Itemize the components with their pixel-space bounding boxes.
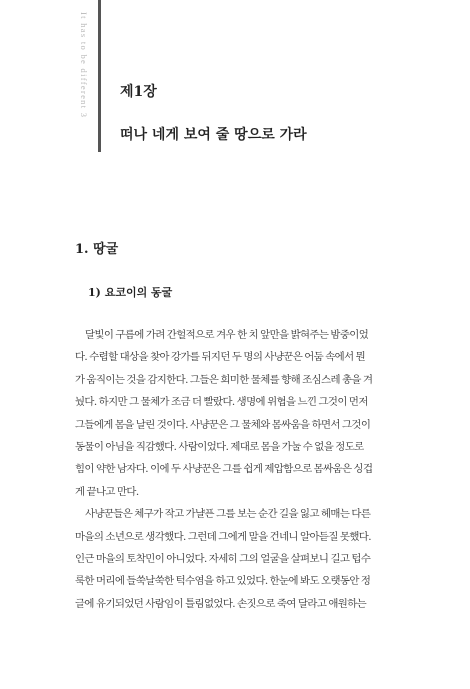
body-line: 그들에게 몸을 날린 것이다. 사냥꾼은 그 물체와 몸싸움을 하면서 그것이 (75, 418, 371, 431)
body-line: 인근 마을의 토착민이 아니었다. 자세히 그의 얼굴을 살펴보니 길고 텁수 (75, 552, 371, 565)
subsection-heading: 1) 요코이의 동굴 (88, 286, 173, 299)
body-line: 눴다. 하지만 그 물체가 조금 더 빨랐다. 생명에 위협을 느낀 그것이 먼저 (75, 396, 368, 409)
body-line: 달빛이 구름에 가려 간헐적으로 겨우 한 치 앞만을 밝혀주는 밤중이었 (85, 329, 369, 341)
chapter-title: 떠나 네게 보여 줄 땅으로 가라 (120, 127, 307, 143)
running-head-vertical: It has to be different 3 (79, 12, 89, 119)
section-heading: 1. 땅굴 (75, 242, 119, 257)
body-line: 가 움직이는 것을 감지한다. 그들은 희미한 물체를 향해 조심스레 총을 겨 (75, 373, 373, 386)
body-line: 다. 수렵할 대상을 찾아 강가를 뒤지던 두 명의 사냥꾼은 어둠 속에서 뭔 (75, 351, 366, 364)
body-line: 마을의 소년으로 생각했다. 그런데 그에게 말을 건네니 알아듣질 못했다. (75, 530, 371, 543)
body-line: 게 끝나고 만다. (75, 485, 139, 498)
body-line: 동물이 아님을 직감했다. 사람이었다. 제대로 몸을 가눌 수 없을 정도로 (75, 440, 364, 453)
vertical-rule (98, 0, 101, 152)
body-line: 힘이 약한 남자다. 이에 두 사냥꾼은 그를 쉽게 제압함으로 몸싸움은 싱겁 (75, 463, 373, 476)
chapter-number: 제1장 (120, 84, 157, 100)
body-line: 사냥꾼들은 체구가 작고 가냘픈 그를 보는 순간 길을 잃고 헤매는 다른 (85, 508, 371, 521)
body-text (75, 324, 405, 615)
body-line: 글에 유기되었던 사람임이 틀림없었다. 손짓으로 죽여 달라고 애원하는 (75, 597, 367, 610)
body-line: 룩한 머리에 들쑥날쑥한 턱수염을 하고 있었다. 한눈에 봐도 오랫동안 정 (75, 575, 371, 588)
